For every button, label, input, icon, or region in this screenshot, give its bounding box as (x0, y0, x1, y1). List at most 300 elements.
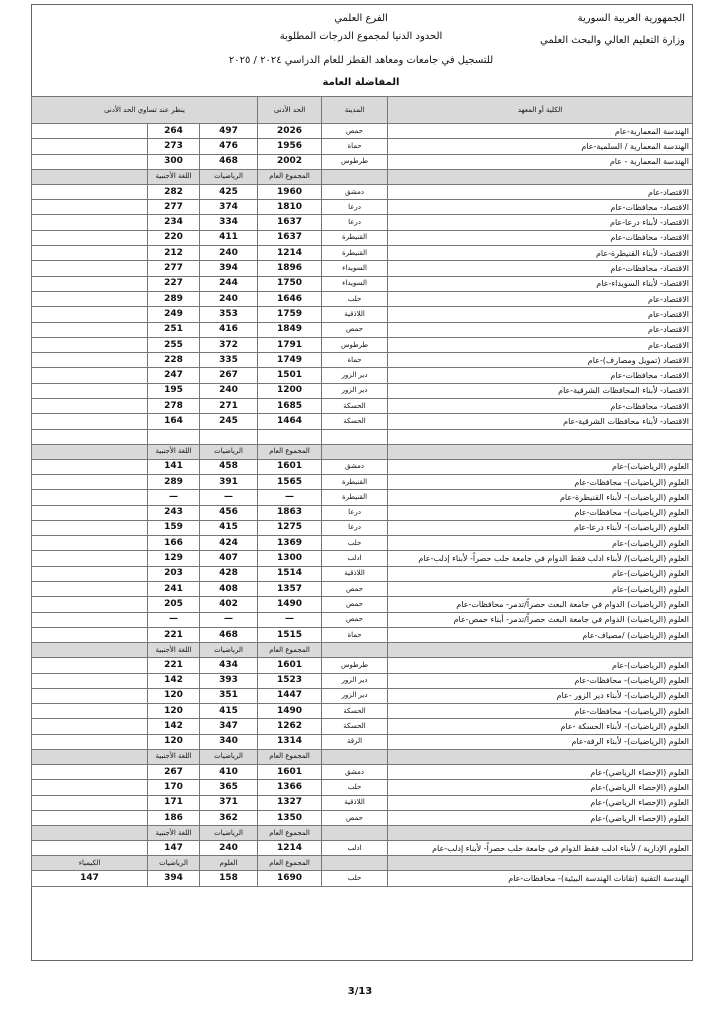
table-row (32, 551, 693, 566)
math-cell: 240 (200, 841, 258, 856)
math-cell: 407 (200, 551, 258, 566)
college-cell: العلوم (الإحصاء الرياضي)-عام (388, 810, 693, 825)
math-cell: 402 (200, 597, 258, 612)
blank-cell (32, 810, 148, 825)
foreign-language-cell: 142 (148, 673, 200, 688)
math-cell: 347 (200, 719, 258, 734)
city-cell: حلب (322, 536, 388, 551)
math-cell: 240 (200, 291, 258, 306)
blank-cell (388, 856, 693, 871)
min-total-cell: — (258, 490, 322, 505)
total-subheader: المجموع العام (258, 856, 322, 871)
college-cell: الاقتصاد- محافظات-عام (388, 230, 693, 245)
blank-cell (32, 612, 148, 627)
math-cell: 240 (200, 246, 258, 261)
table-row (32, 353, 693, 368)
city-cell: حمص (322, 612, 388, 627)
blank-cell (32, 688, 148, 703)
city-cell: القنيطرة (322, 246, 388, 261)
min-total-cell: 1750 (258, 276, 322, 291)
min-total-cell: 1690 (258, 871, 322, 886)
foreign-language-cell: 195 (148, 383, 200, 398)
foreign-language-cell: 277 (148, 200, 200, 215)
table-row (32, 566, 693, 581)
blank-cell (148, 429, 200, 444)
blank-cell (32, 414, 148, 429)
blank-cell (32, 536, 148, 551)
city-cell: دمشق (322, 184, 388, 199)
college-cell: الهندسة المعمارية / السلمية-عام (388, 139, 693, 154)
college-cell: العلوم (الإحصاء الرياضي)-عام (388, 764, 693, 779)
city-cell: حمص (322, 582, 388, 597)
math-cell: 411 (200, 230, 258, 245)
college-cell: الاقتصاد- لأبناء المحافظات الشرقية-عام (388, 383, 693, 398)
table-row (32, 582, 693, 597)
blank-cell (32, 353, 148, 368)
min-total-cell: 1501 (258, 368, 322, 383)
foreign-language-cell: 186 (148, 810, 200, 825)
city-cell: حلب (322, 780, 388, 795)
table-row (32, 399, 693, 414)
city-cell: الحسكة (322, 399, 388, 414)
foreign-language-cell: 212 (148, 246, 200, 261)
city-cell: حمص (322, 322, 388, 337)
science-subheader: العلوم (200, 856, 258, 871)
blank-cell (32, 139, 148, 154)
math-cell: 371 (200, 795, 258, 810)
college-cell: العلوم (الرياضيات)- محافظات-عام (388, 673, 693, 688)
blank-cell (32, 749, 148, 764)
city-cell: حماة (322, 627, 388, 642)
table-row (32, 780, 693, 795)
min-total-cell: 1490 (258, 597, 322, 612)
blank-cell (32, 322, 148, 337)
college-cell: العلوم (الرياضيات)/ لأبناء ادلب فقط الدوام في جامعة حلب حصراً- لأبناء إدلب-عام (388, 551, 693, 566)
math-cell: 458 (200, 459, 258, 474)
total-subheader: المجموع العام (258, 826, 322, 841)
math-cell: 245 (200, 414, 258, 429)
foreign-language-cell: — (148, 490, 200, 505)
foreign-language-cell: 273 (148, 139, 200, 154)
admission-table (31, 96, 693, 887)
min-total-cell: 1960 (258, 184, 322, 199)
foreign-language-cell: 164 (148, 414, 200, 429)
college-cell: العلوم (الرياضيات)- لأبناء الحسكة -عام (388, 719, 693, 734)
blank-cell (32, 383, 148, 398)
foreign-language-cell: 289 (148, 291, 200, 306)
college-cell: الهندسة التقنية (تقانات الهندسة البيئية)- محافظات-عام (388, 871, 693, 886)
table-row (32, 719, 693, 734)
college-column-header: الكلية أو المعهد (388, 97, 693, 124)
math-cell: 267 (200, 368, 258, 383)
city-cell: الحسكة (322, 414, 388, 429)
college-cell: العلوم (الرياضيات)-عام (388, 658, 693, 673)
blank-cell (322, 749, 388, 764)
min-total-cell: 1357 (258, 582, 322, 597)
blank-cell (32, 230, 148, 245)
min-total-cell: 1956 (258, 139, 322, 154)
foreign-language-cell: 289 (148, 474, 200, 489)
college-cell: الاقتصاد- محافظات-عام (388, 368, 693, 383)
table-row (32, 383, 693, 398)
college-cell: العلوم (الرياضيات)-عام (388, 566, 693, 581)
city-cell: دير الزور (322, 368, 388, 383)
blank-cell (322, 643, 388, 658)
document-header (31, 4, 691, 96)
blank-cell (32, 643, 148, 658)
math-cell: 410 (200, 764, 258, 779)
foreign-language-cell: 166 (148, 536, 200, 551)
foreign-language-cell: 129 (148, 551, 200, 566)
subheader-row (32, 643, 693, 658)
table-row (32, 871, 693, 886)
college-cell: العلوم (الرياضيات)-عام (388, 582, 693, 597)
college-cell: العلوم (الرياضيات)- محافظات-عام (388, 505, 693, 520)
blank-cell (388, 169, 693, 184)
table-row (32, 139, 693, 154)
min-total-cell: 1447 (258, 688, 322, 703)
chemistry-subheader: الكيمياء (32, 856, 148, 871)
college-cell: الهندسة المعمارية - عام (388, 154, 693, 169)
blank-cell (32, 841, 148, 856)
table-row (32, 673, 693, 688)
table-row (32, 474, 693, 489)
foreign-language-cell: 120 (148, 734, 200, 749)
min-total-cell: 1637 (258, 215, 322, 230)
issuer-line-2: وزارة التعليم العالي والبحث العلمي (540, 35, 685, 46)
math-cell: 425 (200, 184, 258, 199)
foreign-subheader: اللغة الأجنبية (148, 643, 200, 658)
college-cell: الاقتصاد- محافظات-عام (388, 399, 693, 414)
table-row (32, 337, 693, 352)
table-row (32, 597, 693, 612)
city-cell: اللاذقية (322, 795, 388, 810)
city-cell: درعا (322, 520, 388, 535)
blank-cell (32, 124, 148, 139)
foreign-subheader: اللغة الأجنبية (148, 444, 200, 459)
total-subheader: المجموع العام (258, 643, 322, 658)
blank-cell (32, 368, 148, 383)
subheader-row (32, 169, 693, 184)
college-cell: العلوم (الرياضيات)- لأبناء القنيطرة-عام (388, 490, 693, 505)
min-total-cell: 1366 (258, 780, 322, 795)
foreign-language-cell: 247 (148, 368, 200, 383)
foreign-language-cell: 221 (148, 627, 200, 642)
foreign-language-cell: 264 (148, 124, 200, 139)
blank-cell (32, 261, 148, 276)
city-cell: اللاذقية (322, 307, 388, 322)
tie-column-header: ينظر عند تساوي الحد الأدنى (32, 97, 258, 124)
math-cell: — (200, 612, 258, 627)
blank-cell (32, 444, 148, 459)
table-row (32, 215, 693, 230)
foreign-language-cell: 255 (148, 337, 200, 352)
city-cell: دمشق (322, 764, 388, 779)
min-total-cell: 1514 (258, 566, 322, 581)
math-cell: 394 (148, 871, 200, 886)
college-cell: الاقتصاد- لأبناء السويداء-عام (388, 276, 693, 291)
min-total-cell: 1314 (258, 734, 322, 749)
blank-cell (32, 337, 148, 352)
doc-section-title: المفاضلة العامة (322, 77, 400, 88)
min-total-cell: 1601 (258, 658, 322, 673)
college-cell: الاقتصاد (تمويل ومصارف)-عام (388, 353, 693, 368)
blank-cell (32, 291, 148, 306)
city-column-header: المدينة (322, 97, 388, 124)
math-cell: 456 (200, 505, 258, 520)
foreign-language-cell: 170 (148, 780, 200, 795)
city-cell: القنيطرة (322, 230, 388, 245)
foreign-language-cell: 142 (148, 719, 200, 734)
blank-cell (32, 734, 148, 749)
foreign-language-cell: 278 (148, 399, 200, 414)
min-total-cell: 1749 (258, 353, 322, 368)
min-total-cell: 1490 (258, 704, 322, 719)
min-total-cell: 1275 (258, 520, 322, 535)
city-cell: طرطوس (322, 337, 388, 352)
page-number: 3/13 (347, 986, 373, 997)
college-cell: العلوم (الرياضيات)-عام (388, 459, 693, 474)
city-cell: حمص (322, 810, 388, 825)
table-row (32, 276, 693, 291)
blank-cell (32, 505, 148, 520)
math-cell: 351 (200, 688, 258, 703)
table-row (32, 658, 693, 673)
math-cell: 334 (200, 215, 258, 230)
city-cell: حلب (322, 291, 388, 306)
math-cell: 374 (200, 200, 258, 215)
math-cell: 365 (200, 780, 258, 795)
college-cell: العلوم (الرياضيات) الدوام في جامعة البعث حصراً/تدمر- أبناء حمص-عام (388, 612, 693, 627)
math-subheader: الرياضيات (148, 856, 200, 871)
blank-cell (388, 826, 693, 841)
foreign-language-cell: 300 (148, 154, 200, 169)
table-row (32, 612, 693, 627)
foreign-language-cell: 220 (148, 230, 200, 245)
city-cell: دمشق (322, 459, 388, 474)
math-cell: 497 (200, 124, 258, 139)
min-total-cell: 1863 (258, 505, 322, 520)
min-total-cell: 1565 (258, 474, 322, 489)
city-cell: ادلب (322, 551, 388, 566)
blank-cell (32, 246, 148, 261)
college-cell: العلوم الإدارية / لأبناء ادلب فقط الدوام في جامعة حلب حصراً- لأبناء إدلب-عام (388, 841, 693, 856)
math-cell: 271 (200, 399, 258, 414)
city-cell: حماة (322, 139, 388, 154)
table-row (32, 154, 693, 169)
math-cell: 415 (200, 704, 258, 719)
table-row (32, 246, 693, 261)
blank-cell (32, 184, 148, 199)
college-cell: الاقتصاد- محافظات-عام (388, 200, 693, 215)
college-cell: العلوم (الرياضيات) /مصياف-عام (388, 627, 693, 642)
math-subheader: الرياضيات (200, 643, 258, 658)
college-cell: العلوم (الرياضيات)-عام (388, 536, 693, 551)
table-row (32, 704, 693, 719)
blank-cell (32, 658, 148, 673)
city-cell: طرطوس (322, 154, 388, 169)
foreign-language-cell: 227 (148, 276, 200, 291)
table-row (32, 261, 693, 276)
table-row (32, 841, 693, 856)
table-row (32, 536, 693, 551)
math-cell: 424 (200, 536, 258, 551)
college-cell: الاقتصاد- لأبناء درعا-عام (388, 215, 693, 230)
min-total-cell: 1515 (258, 627, 322, 642)
math-cell: 394 (200, 261, 258, 276)
blank-cell (32, 459, 148, 474)
city-cell: السويداء (322, 276, 388, 291)
science-cell: 158 (200, 871, 258, 886)
math-cell: 391 (200, 474, 258, 489)
table-row (32, 414, 693, 429)
math-cell: 434 (200, 658, 258, 673)
blank-cell (388, 643, 693, 658)
college-cell: العلوم (الرياضيات)- محافظات-عام (388, 704, 693, 719)
city-cell: درعا (322, 505, 388, 520)
table-row (32, 627, 693, 642)
min-total-cell: 1685 (258, 399, 322, 414)
math-cell: 372 (200, 337, 258, 352)
min-total-cell: 1646 (258, 291, 322, 306)
table-row (32, 520, 693, 535)
blank-cell (322, 826, 388, 841)
min-total-cell: 1637 (258, 230, 322, 245)
math-cell: 468 (200, 627, 258, 642)
city-cell: درعا (322, 215, 388, 230)
blank-cell (32, 474, 148, 489)
city-cell: دير الزور (322, 383, 388, 398)
branch-title: الفرع العلمي (334, 13, 388, 24)
math-cell: 393 (200, 673, 258, 688)
city-cell: القنيطرة (322, 490, 388, 505)
min-total-cell: 1214 (258, 841, 322, 856)
blank-cell (32, 780, 148, 795)
city-cell: حلب (322, 871, 388, 886)
foreign-language-cell: 282 (148, 184, 200, 199)
blank-cell (32, 154, 148, 169)
subheader-row (32, 749, 693, 764)
blank-cell (388, 429, 693, 444)
foreign-language-cell: 249 (148, 307, 200, 322)
blank-cell (32, 520, 148, 535)
college-cell: العلوم (الإحصاء الرياضي)-عام (388, 795, 693, 810)
blank-cell (388, 749, 693, 764)
blank-cell (32, 215, 148, 230)
blank-cell (32, 826, 148, 841)
min-total-cell: 1214 (258, 246, 322, 261)
blank-cell (322, 169, 388, 184)
min-column-header: الحد الأدنى (258, 97, 322, 124)
math-cell: 244 (200, 276, 258, 291)
city-cell: طرطوس (322, 658, 388, 673)
blank-cell (200, 429, 258, 444)
subheader-row (32, 856, 693, 871)
issuer-line-1: الجمهورية العربية السورية (577, 13, 685, 24)
college-cell: الاقتصاد- لأبناء القنيطرة-عام (388, 246, 693, 261)
blank-cell (32, 627, 148, 642)
min-total-cell: 1262 (258, 719, 322, 734)
college-cell: الاقتصاد-عام (388, 307, 693, 322)
total-subheader: المجموع العام (258, 169, 322, 184)
blank-cell (32, 704, 148, 719)
min-total-cell: 1791 (258, 337, 322, 352)
blank-cell (32, 169, 148, 184)
math-subheader: الرياضيات (200, 444, 258, 459)
table-row (32, 291, 693, 306)
table-row (32, 688, 693, 703)
math-cell: 408 (200, 582, 258, 597)
college-cell: الاقتصاد-عام (388, 291, 693, 306)
table-row (32, 200, 693, 215)
table-row (32, 322, 693, 337)
math-cell: 353 (200, 307, 258, 322)
college-cell: العلوم (الإحصاء الرياضي)-عام (388, 780, 693, 795)
table-row (32, 230, 693, 245)
college-cell: العلوم (الرياضيات)- لأبناء دير الزور -عام (388, 688, 693, 703)
college-cell: الهندسة المعمارية-عام (388, 124, 693, 139)
math-subheader: الرياضيات (200, 169, 258, 184)
math-cell: 340 (200, 734, 258, 749)
college-cell: العلوم (الرياضيات)- لأبناء الرقة-عام (388, 734, 693, 749)
foreign-language-cell: 234 (148, 215, 200, 230)
foreign-language-cell: 141 (148, 459, 200, 474)
college-cell: العلوم (الرياضيات)- محافظات-عام (388, 474, 693, 489)
blank-cell (32, 490, 148, 505)
blank-cell (32, 597, 148, 612)
college-cell: الاقتصاد-عام (388, 184, 693, 199)
blank-cell (258, 429, 322, 444)
chemistry-cell: 147 (32, 871, 148, 886)
min-total-cell: 2002 (258, 154, 322, 169)
foreign-language-cell: 205 (148, 597, 200, 612)
city-cell: حمص (322, 597, 388, 612)
city-cell: الحسكة (322, 719, 388, 734)
min-total-cell: 2026 (258, 124, 322, 139)
blank-cell (322, 856, 388, 871)
min-total-cell: 1369 (258, 536, 322, 551)
min-total-cell: 1464 (258, 414, 322, 429)
city-cell: حمص (322, 124, 388, 139)
math-cell: 468 (200, 154, 258, 169)
table-row (32, 307, 693, 322)
min-total-cell: 1849 (258, 322, 322, 337)
college-cell: الاقتصاد-عام (388, 337, 693, 352)
foreign-subheader: اللغة الأجنبية (148, 826, 200, 841)
math-cell: 476 (200, 139, 258, 154)
min-total-cell: 1300 (258, 551, 322, 566)
table-row (32, 764, 693, 779)
blank-cell (32, 399, 148, 414)
math-cell: 428 (200, 566, 258, 581)
blank-cell (32, 673, 148, 688)
table-row (32, 505, 693, 520)
doc-subtitle: للتسجيل في جامعات ومعاهد القطر للعام الدراسي ٢٠٢٤ / ٢٠٢٥ (228, 55, 494, 66)
min-total-cell: 1350 (258, 810, 322, 825)
table-row (32, 734, 693, 749)
blank-cell (322, 444, 388, 459)
college-cell: الاقتصاد- محافظات-عام (388, 261, 693, 276)
math-cell: 415 (200, 520, 258, 535)
foreign-language-cell: 147 (148, 841, 200, 856)
min-total-cell: 1200 (258, 383, 322, 398)
blank-cell (32, 307, 148, 322)
city-cell: السويداء (322, 261, 388, 276)
table-row (32, 490, 693, 505)
blank-cell (32, 795, 148, 810)
math-cell: 362 (200, 810, 258, 825)
subheader-row (32, 826, 693, 841)
